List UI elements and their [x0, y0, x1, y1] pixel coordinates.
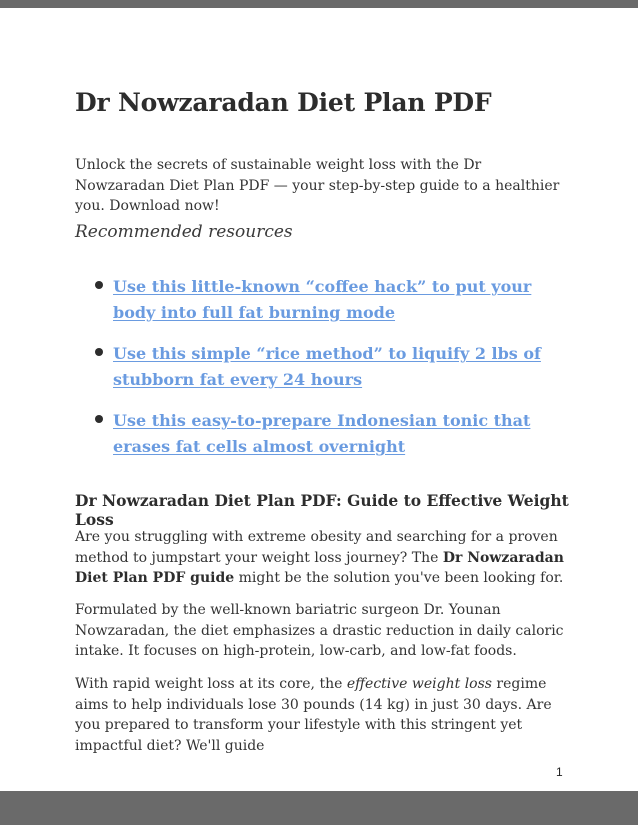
paragraph-1-text-start: Are you struggling with extreme obesity and searching for a proven method to jumpstart your weight loss journey? The: [75, 529, 558, 566]
bullet-icon: [95, 348, 103, 356]
section-heading: Dr Nowzaradan Diet Plan PDF: Guide to Effective Weight Loss: [75, 491, 569, 529]
paragraph-1-text-end: might be the solution you've been looking for.: [234, 570, 564, 586]
bottom-border: [0, 791, 638, 825]
recommended-link-coffee-hack[interactable]: Use this little-known “coffee hack” to put your body into full fat burning mode: [113, 277, 532, 322]
recommended-heading: Recommended resources: [75, 222, 293, 242]
paragraph-3-text-end: regime aims to help individuals lose 30 pounds (14 kg) in just 30 days. Are you prepared to transform your lifestyle with this stringent yet impactful diet? We'll guide: [75, 676, 552, 754]
list-item: [95, 341, 555, 393]
paragraph-1: [75, 527, 575, 589]
intro-paragraph: Unlock the secrets of sustainable weight loss with the Dr Nowzaradan Diet Plan PDF — your step-by-step guide to a healthier you. Download now!: [75, 157, 560, 214]
list-item: [95, 274, 555, 326]
paragraph-2: Formulated by the well-known bariatric surgeon Dr. Younan Nowzaradan, the diet emphasizes a drastic reduction in daily caloric intake. It focuses on high-protein, low-carb, and low-fat foods.: [75, 602, 564, 659]
bullet-icon: [95, 281, 103, 289]
bullet-icon: [95, 415, 103, 423]
paragraph-3: [75, 674, 575, 756]
recommended-list: [95, 274, 555, 475]
paragraph-3-text-start: With rapid weight loss at its core, the: [75, 676, 347, 692]
recommended-link-rice-method[interactable]: Use this simple “rice method” to liquify 2 lbs of stubborn fat every 24 hours: [113, 344, 541, 389]
top-border: [0, 0, 638, 8]
recommended-link-indonesian-tonic[interactable]: Use this easy-to-prepare Indonesian tonic that erases fat cells almost overnight: [113, 411, 531, 456]
page-title: Dr Nowzaradan Diet Plan PDF: [75, 88, 492, 117]
paragraph-3-italic: effective weight loss: [346, 676, 492, 692]
list-item: [95, 408, 555, 460]
paragraph-1-bold: Dr Nowzaradan Diet Plan PDF guide: [75, 549, 564, 586]
page-number: 1: [556, 765, 563, 779]
